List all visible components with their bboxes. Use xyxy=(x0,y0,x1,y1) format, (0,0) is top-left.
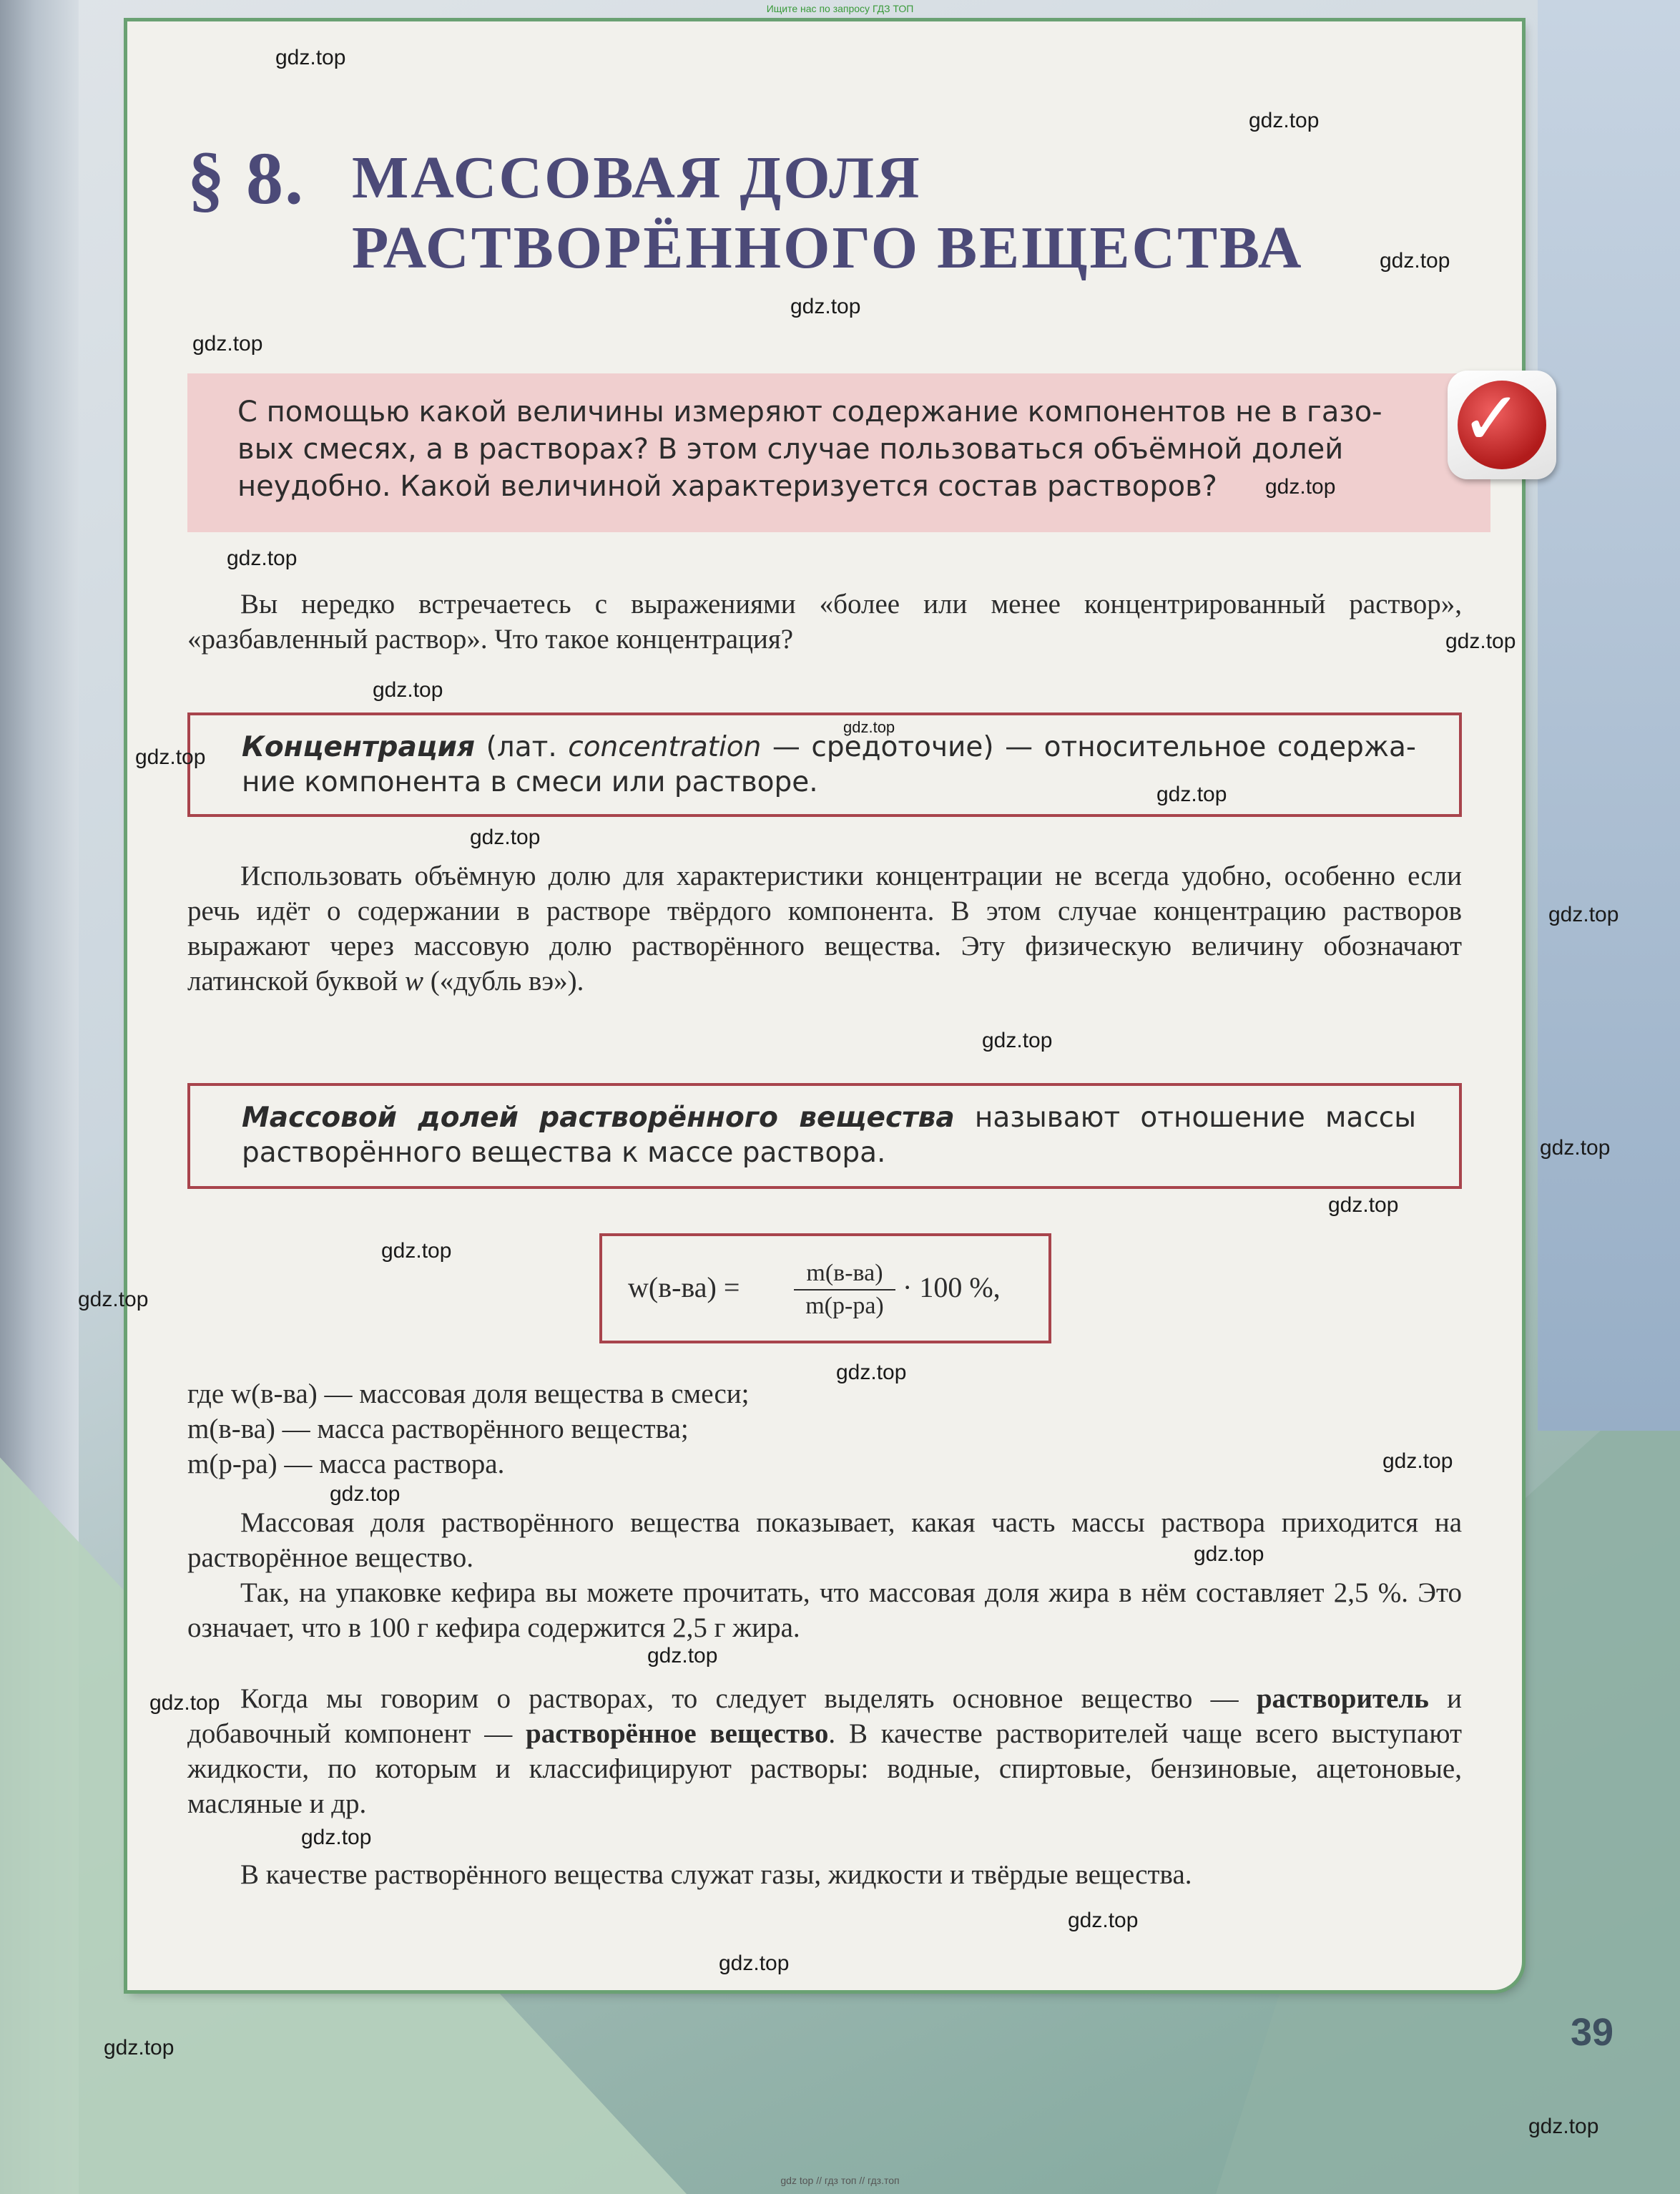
question-line: С помощью какой величины измеряют содержание компонентов не в газо- xyxy=(237,396,1382,428)
formula-fraction xyxy=(794,1258,895,1322)
watermark: gdz.top xyxy=(647,1644,718,1667)
definition-term: Массовой долей растворённого вещества xyxy=(242,1102,955,1134)
mass-fraction-definition xyxy=(187,1083,1462,1189)
watermark: gdz.top xyxy=(1328,1193,1399,1217)
symbol-w: w xyxy=(405,966,424,996)
paragraph-solute-types xyxy=(187,1857,1462,1892)
watermark: gdz.top xyxy=(1194,1542,1264,1566)
watermark: gdz.top xyxy=(790,295,861,318)
bottom-note: gdz top // гдз топ // гдз.топ xyxy=(780,2175,900,2186)
page-number: 39 xyxy=(1571,2011,1614,2054)
paragraph-number: § 8. xyxy=(187,137,305,220)
watermark: gdz.top xyxy=(1528,2115,1599,2138)
legend-line: m(р-ра) — масса раствора. xyxy=(187,1449,505,1479)
definition-part: называют отношение массы растворённого вещества к массе раствора. xyxy=(242,1102,1416,1169)
paragraph-volume-fraction xyxy=(187,858,1462,999)
intro-paragraph xyxy=(187,587,1462,657)
watermark: gdz.top xyxy=(1540,1136,1611,1160)
formula-numerator: m(в-ва) xyxy=(794,1258,895,1291)
watermark: gdz.top xyxy=(1445,630,1516,653)
watermark: gdz.top xyxy=(104,2036,175,2060)
definition-term: Концентрация xyxy=(242,731,476,763)
question-block xyxy=(187,373,1490,532)
title-line: РАСТВОРЁННОГО ВЕЩЕСТВА xyxy=(352,215,1304,281)
check-mark-glyph: ✓ xyxy=(1460,375,1523,462)
watermark: gdz.top xyxy=(192,332,263,356)
watermark: gdz.top xyxy=(470,826,541,849)
watermark: gdz.top xyxy=(719,1951,790,1975)
paragraph-solvent xyxy=(187,1681,1462,1821)
watermark: gdz.top xyxy=(135,745,206,769)
title-line: МАССОВАЯ ДОЛЯ xyxy=(352,145,922,211)
term-solute: растворённое вещество xyxy=(526,1718,829,1749)
legend-line: где w(в-ва) — массовая доля вещества в смеси; xyxy=(187,1378,750,1409)
paragraph-text: Использовать объёмную долю для характеристики концентрации не всегда удобно, особенно если речь идёт о содержании в растворе твёрдого компонента. В этом случае концентрацию растворов выражают через массовую долю растворённого вещества. Эту физическую величину обозначают латинской буквой xyxy=(187,861,1462,996)
watermark: gdz.top xyxy=(836,1361,907,1384)
formula-rhs: · 100 %, xyxy=(903,1271,1001,1303)
paragraph-mass-fraction-meaning xyxy=(187,1505,1462,1575)
top-note: Ищите нас по запросу ГДЗ ТОП xyxy=(766,3,914,14)
paragraph-text: Так, на упаковке кефира вы можете прочитать, что массовая доля жира в нём составляет 2,5 %. Это означает, что в 100 г кефира содержится 2,5 г жира. xyxy=(187,1577,1462,1643)
paragraph-text: . В качестве растворителей чаще всего выступают жидкости, по которым и классифицируют растворы: водные, спиртовые, бензиновые, ацетоновые, масляные и др. xyxy=(187,1718,1462,1819)
term-solvent: растворитель xyxy=(1256,1683,1429,1714)
paragraph-kefir-example xyxy=(187,1575,1462,1645)
paragraph-text: Массовая доля растворённого вещества показывает, какая часть массы раствора приходится на растворённое вещество. xyxy=(187,1507,1462,1573)
watermark: gdz.top xyxy=(301,1826,372,1849)
latin-word: concentration xyxy=(568,731,762,763)
watermark: gdz.top xyxy=(1548,903,1619,926)
watermark: gdz.top xyxy=(227,547,298,570)
watermark: gdz.top xyxy=(843,718,895,736)
legend-line: m(в-ва) — масса растворённого вещества; xyxy=(187,1414,689,1444)
definition-part: — средоточие) — относительное содержание компонента в смеси или растворе. xyxy=(242,731,1416,798)
question-line: неудобно. Какой величиной характеризуется состав растворов? xyxy=(237,470,1217,503)
concentration-definition xyxy=(187,712,1462,817)
question-line: вых смесях, а в растворах? В этом случае пользоваться объёмной долей xyxy=(237,433,1344,466)
paragraph-text: В качестве растворённого вещества служат газы, жидкости и твёрдые вещества. xyxy=(240,1859,1192,1890)
watermark: gdz.top xyxy=(1156,783,1227,806)
watermark: gdz.top xyxy=(1380,249,1450,273)
watermark: gdz.top xyxy=(373,678,443,702)
definition-text xyxy=(242,1100,1416,1170)
check-mark-icon xyxy=(1448,371,1556,479)
background-shape xyxy=(1538,0,1680,1431)
definition-part: (лат. xyxy=(475,731,569,763)
watermark: gdz.top xyxy=(982,1029,1053,1052)
watermark: gdz.top xyxy=(1249,109,1320,132)
watermark: gdz.top xyxy=(381,1239,452,1263)
definition-text xyxy=(242,730,1416,800)
intro-text: Вы нередко встречаетесь с выражениями «более или менее концентрированный раствор», «разбавленный раствор». Что такое концентрация? xyxy=(187,589,1462,655)
watermark: gdz.top xyxy=(330,1482,401,1506)
watermark: gdz.top xyxy=(1068,1909,1139,1932)
watermark: gdz.top xyxy=(78,1288,149,1311)
paragraph-text: («дубль вэ»). xyxy=(423,966,584,996)
page-title xyxy=(352,143,1304,283)
watermark: gdz.top xyxy=(275,46,346,69)
watermark: gdz.top xyxy=(1265,475,1336,499)
watermark: gdz.top xyxy=(1382,1449,1453,1473)
formula-denominator: m(р-ра) xyxy=(805,1293,884,1319)
formula-legend xyxy=(187,1376,750,1482)
mass-fraction-formula xyxy=(599,1233,1051,1343)
formula-lhs: w(в-ва) = xyxy=(628,1271,740,1303)
watermark: gdz.top xyxy=(149,1691,220,1715)
paragraph-text: и добавочный компонент — xyxy=(187,1683,1462,1749)
paragraph-text: Когда мы говорим о растворах, то следует выделять основное вещество — xyxy=(240,1683,1257,1714)
